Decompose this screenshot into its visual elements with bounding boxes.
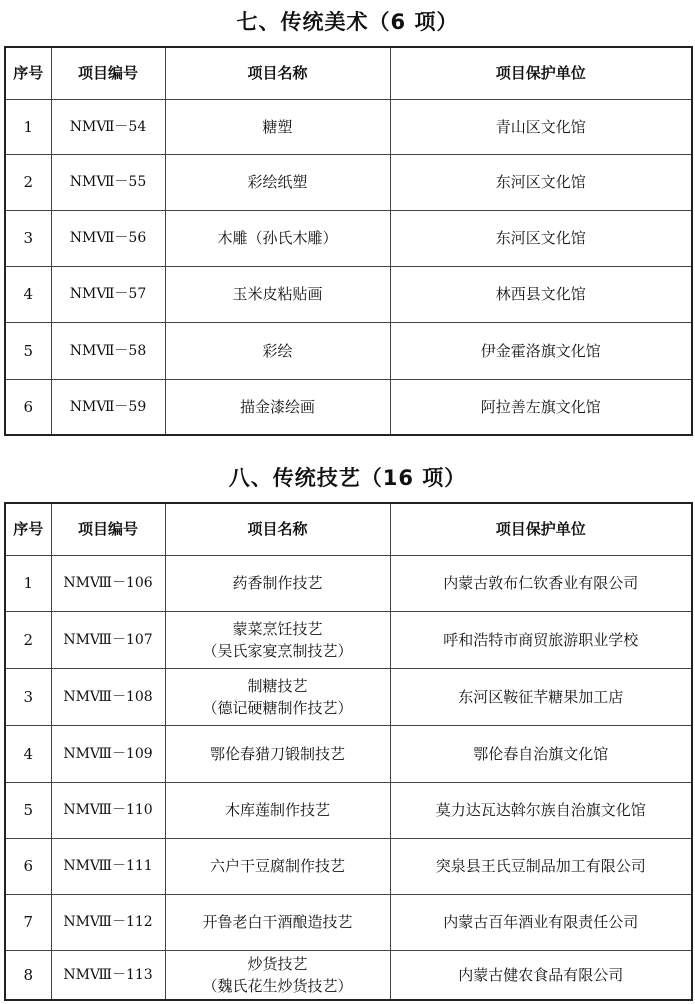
section-title-traditional-art: 七、传统美术（6 项） xyxy=(236,10,459,34)
cell-unit: 鄂伦春自治旗文化馆 xyxy=(390,725,692,782)
header-name: 项目名称 xyxy=(165,503,390,555)
cell-code: NMⅦ－55 xyxy=(51,154,165,210)
table-header-row xyxy=(5,503,692,555)
cell-unit: 东河区鞍征芊糖果加工店 xyxy=(390,668,692,725)
cell-name: 木库莲制作技艺 xyxy=(165,782,390,838)
table-row xyxy=(5,725,692,782)
cell-code: NMⅧ－106 xyxy=(51,555,165,611)
table-row xyxy=(5,210,692,266)
cell-code: NMⅦ－56 xyxy=(51,210,165,266)
cell-name: 描金漆绘画 xyxy=(165,379,390,435)
header-serial: 序号 xyxy=(5,503,51,555)
cell-code: NMⅧ－108 xyxy=(51,668,165,725)
header-serial: 序号 xyxy=(5,47,51,99)
cell-unit: 伊金霍洛旗文化馆 xyxy=(390,322,692,379)
cell-name: 玉米皮粘贴画 xyxy=(165,266,390,322)
table-header-row xyxy=(5,47,692,99)
cell-code: NMⅧ－111 xyxy=(51,838,165,894)
cell-name: 彩绘纸塑 xyxy=(165,154,390,210)
cell-serial: 6 xyxy=(5,838,51,894)
cell-unit: 青山区文化馆 xyxy=(390,99,692,154)
cell-name: 开鲁老白干酒酿造技艺 xyxy=(165,894,390,950)
cell-code: NMⅧ－109 xyxy=(51,725,165,782)
cell-serial: 2 xyxy=(5,154,51,210)
cell-unit: 突泉县王氏豆制品加工有限公司 xyxy=(390,838,692,894)
cell-name: 六户干豆腐制作技艺 xyxy=(165,838,390,894)
cell-code: NMⅦ－59 xyxy=(51,379,165,435)
cell-unit: 东河区文化馆 xyxy=(390,154,692,210)
traditional-craft-table xyxy=(4,502,693,1001)
table-row xyxy=(5,555,692,611)
cell-code: NMⅧ－113 xyxy=(51,950,165,1000)
cell-serial: 6 xyxy=(5,379,51,435)
cell-serial: 7 xyxy=(5,894,51,950)
header-code: 项目编号 xyxy=(51,47,165,99)
cell-unit: 内蒙古健农食品有限公司 xyxy=(390,950,692,1000)
cell-unit: 东河区文化馆 xyxy=(390,210,692,266)
table-row xyxy=(5,894,692,950)
cell-serial: 1 xyxy=(5,99,51,154)
cell-unit: 林西县文化馆 xyxy=(390,266,692,322)
cell-name xyxy=(165,668,390,725)
cell-name xyxy=(165,950,390,1000)
cell-serial: 8 xyxy=(5,950,51,1000)
table-row xyxy=(5,379,692,435)
table-row xyxy=(5,322,692,379)
header-unit: 项目保护单位 xyxy=(390,47,692,99)
cell-code: NMⅦ－54 xyxy=(51,99,165,154)
header-code: 项目编号 xyxy=(51,503,165,555)
cell-code: NMⅧ－112 xyxy=(51,894,165,950)
cell-serial: 1 xyxy=(5,555,51,611)
cell-name-line1: 制糖技艺 xyxy=(247,676,308,695)
header-name: 项目名称 xyxy=(165,47,390,99)
table-row xyxy=(5,838,692,894)
section-title-traditional-craft: 八、传统技艺（16 项） xyxy=(228,466,467,490)
cell-serial: 3 xyxy=(5,210,51,266)
cell-code: NMⅦ－57 xyxy=(51,266,165,322)
header-unit: 项目保护单位 xyxy=(390,503,692,555)
cell-unit: 呼和浩特市商贸旅游职业学校 xyxy=(390,611,692,668)
cell-serial: 4 xyxy=(5,266,51,322)
cell-unit: 阿拉善左旗文化馆 xyxy=(390,379,692,435)
table-row xyxy=(5,782,692,838)
cell-name-line2: （魏氏花生炒货技艺） xyxy=(202,976,353,995)
cell-code: NMⅧ－110 xyxy=(51,782,165,838)
cell-name-line2: （德记硬糖制作技艺） xyxy=(202,698,353,717)
cell-name: 糖塑 xyxy=(165,99,390,154)
cell-name: 木雕（孙氏木雕） xyxy=(165,210,390,266)
cell-name: 鄂伦春猎刀锻制技艺 xyxy=(165,725,390,782)
table-row xyxy=(5,611,692,668)
cell-serial: 2 xyxy=(5,611,51,668)
table-row xyxy=(5,266,692,322)
cell-code: NMⅦ－58 xyxy=(51,322,165,379)
cell-serial: 5 xyxy=(5,782,51,838)
cell-serial: 3 xyxy=(5,668,51,725)
cell-name-line2: （吴氏家宴烹制技艺） xyxy=(202,641,353,660)
table-row xyxy=(5,99,692,154)
cell-unit: 内蒙古百年酒业有限责任公司 xyxy=(390,894,692,950)
cell-code: NMⅧ－107 xyxy=(51,611,165,668)
cell-name xyxy=(165,611,390,668)
cell-name-line1: 蒙菜烹饪技艺 xyxy=(232,619,323,638)
table-row xyxy=(5,950,692,1000)
cell-name: 彩绘 xyxy=(165,322,390,379)
cell-unit: 内蒙古敦布仁钦香业有限公司 xyxy=(390,555,692,611)
table-row xyxy=(5,668,692,725)
cell-name: 药香制作技艺 xyxy=(165,555,390,611)
cell-serial: 4 xyxy=(5,725,51,782)
cell-serial: 5 xyxy=(5,322,51,379)
cell-unit: 莫力达瓦达斡尔族自治旗文化馆 xyxy=(390,782,692,838)
table-row xyxy=(5,154,692,210)
cell-name-line1: 炒货技艺 xyxy=(247,954,308,973)
traditional-art-table xyxy=(4,46,693,436)
